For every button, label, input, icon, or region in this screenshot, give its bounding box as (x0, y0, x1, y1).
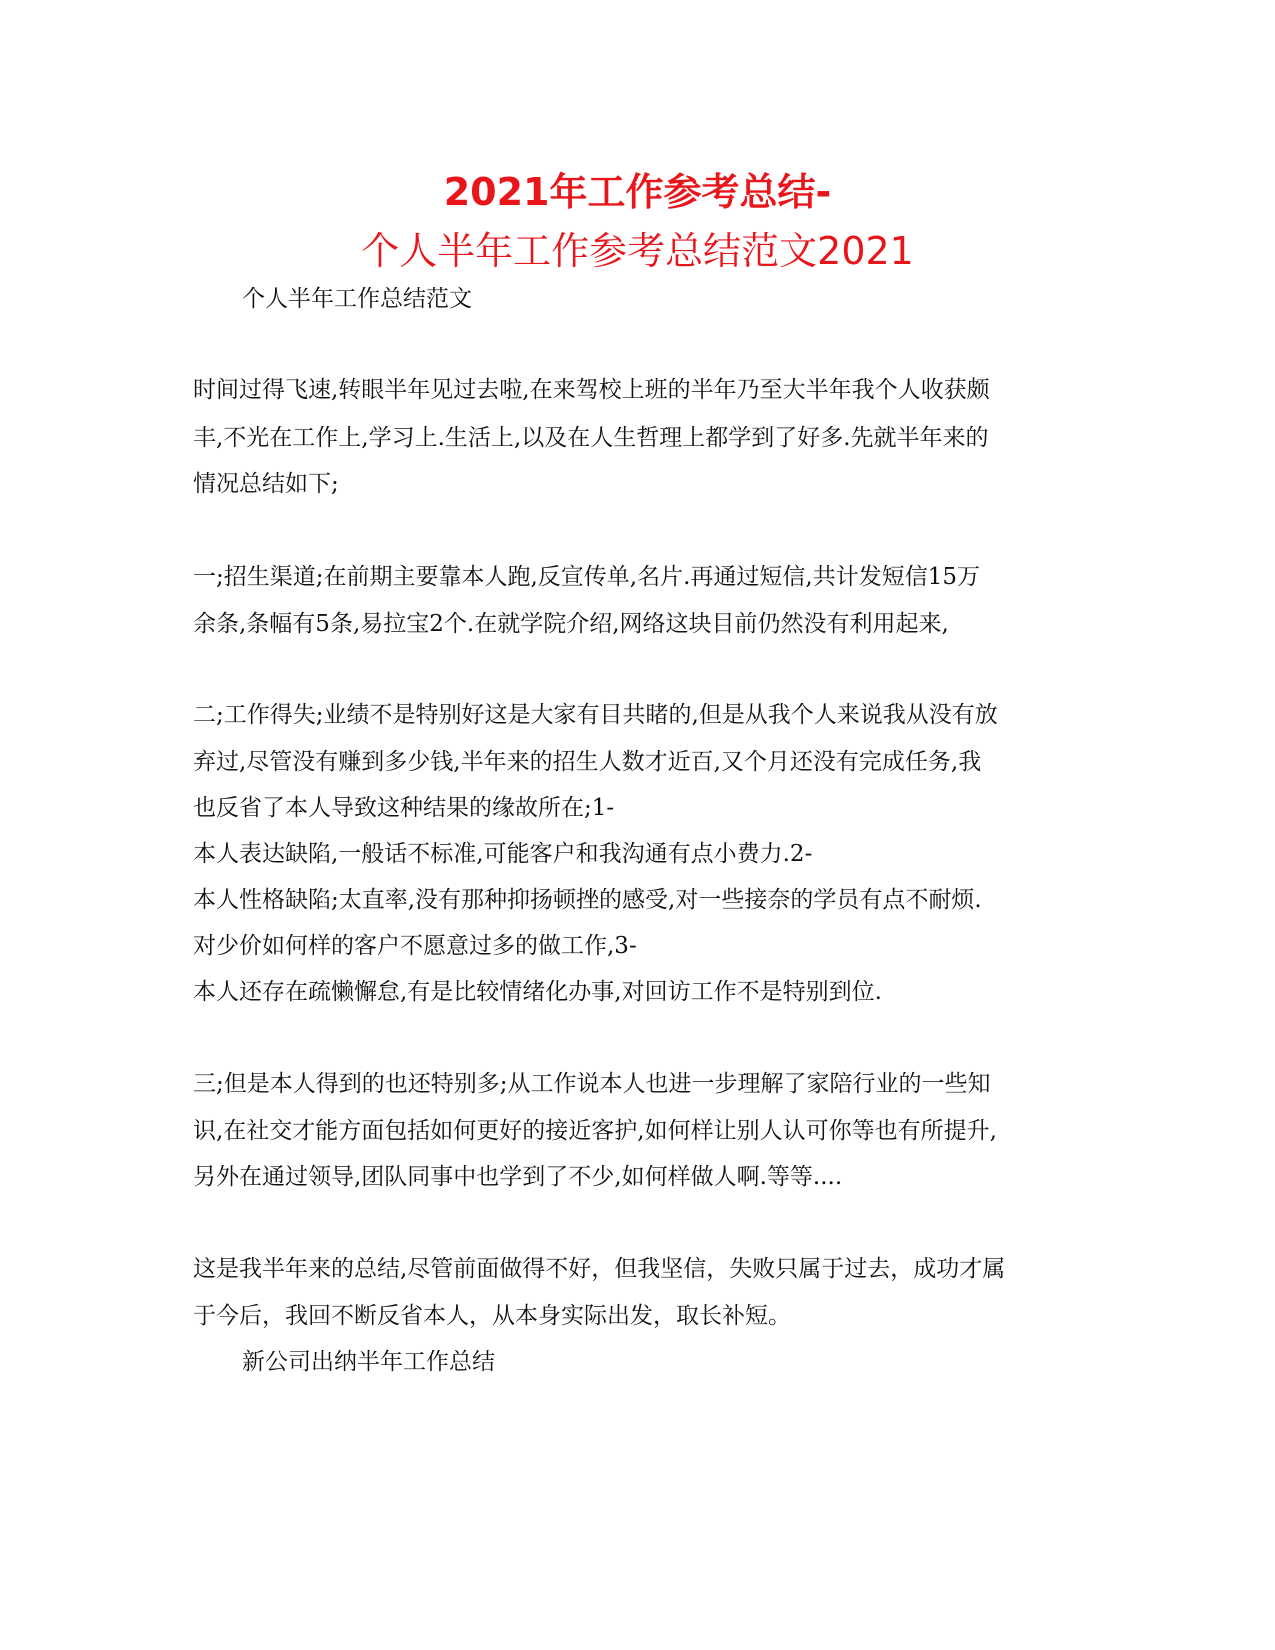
paragraph-line: 本人还存在疏懒懈怠,有是比较情绪化办事,对回访工作不是特别到位. (193, 979, 882, 1005)
paragraph-line: 时间过得飞速,转眼半年见过去啦,在来驾校上班的半年乃至大半年我个人收获颇 (193, 377, 990, 403)
paragraph-line: 弃过,尽管没有赚到多少钱,半年来的招生人数才近百,又个月还没有完成任务,我 (193, 749, 982, 775)
document-subtitle: 个人半年工作总结范文 (242, 286, 472, 312)
paragraph-line: 余条,条幅有5条,易拉宝2个.在就学院介绍,网络这块目前仍然没有利用起来, (193, 611, 949, 637)
paragraph-line: 于今后，我回不断反省本人，从本身实际出发，取长补短。 (193, 1303, 791, 1329)
document-title-line-1: 2021年工作参考总结- (443, 170, 832, 214)
next-section-heading: 新公司出纳半年工作总结 (242, 1349, 495, 1375)
paragraph-line: 本人表达缺陷,一般话不标准,可能客户和我沟通有点小费力.2- (193, 841, 813, 867)
paragraph-line: 情况总结如下; (193, 471, 339, 497)
paragraph-line: 也反省了本人导致这种结果的缘故所在;1- (193, 795, 615, 821)
paragraph-line: 另外在通过领导,团队同事中也学到了不少,如何样做人啊.等等.... (193, 1164, 843, 1190)
paragraph-line: 本人性格缺陷;太直率,没有那种抑扬顿挫的感受,对一些接奈的学员有点不耐烦. (193, 887, 982, 913)
paragraph-line: 二;工作得失;业绩不是特别好这是大家有目共睹的,但是从我个人来说我从没有放 (193, 702, 998, 728)
paragraph-line: 对少价如何样的客户不愿意过多的做工作,3- (193, 933, 637, 959)
paragraph-line: 三;但是本人得到的也还特别多;从工作说本人也进一步理解了家陪行业的一些知 (193, 1071, 991, 1097)
paragraph-line: 识,在社交才能方面包括如何更好的接近客护,如何样让别人认可你等也有所提升, (193, 1118, 997, 1144)
paragraph-line: 丰,不光在工作上,学习上.生活上,以及在人生哲理上都学到了好多.先就半年来的 (193, 425, 989, 451)
paragraph-line: 一;招生渠道;在前期主要靠本人跑,反宣传单,名片.再通过短信,共计发短信15万 (193, 564, 981, 590)
paragraph-line: 这是我半年来的总结,尽管前面做得不好，但我坚信，失败只属于过去，成功才属 (193, 1256, 1006, 1282)
document-title-line-2: 个人半年工作参考总结范文2021 (361, 229, 914, 273)
